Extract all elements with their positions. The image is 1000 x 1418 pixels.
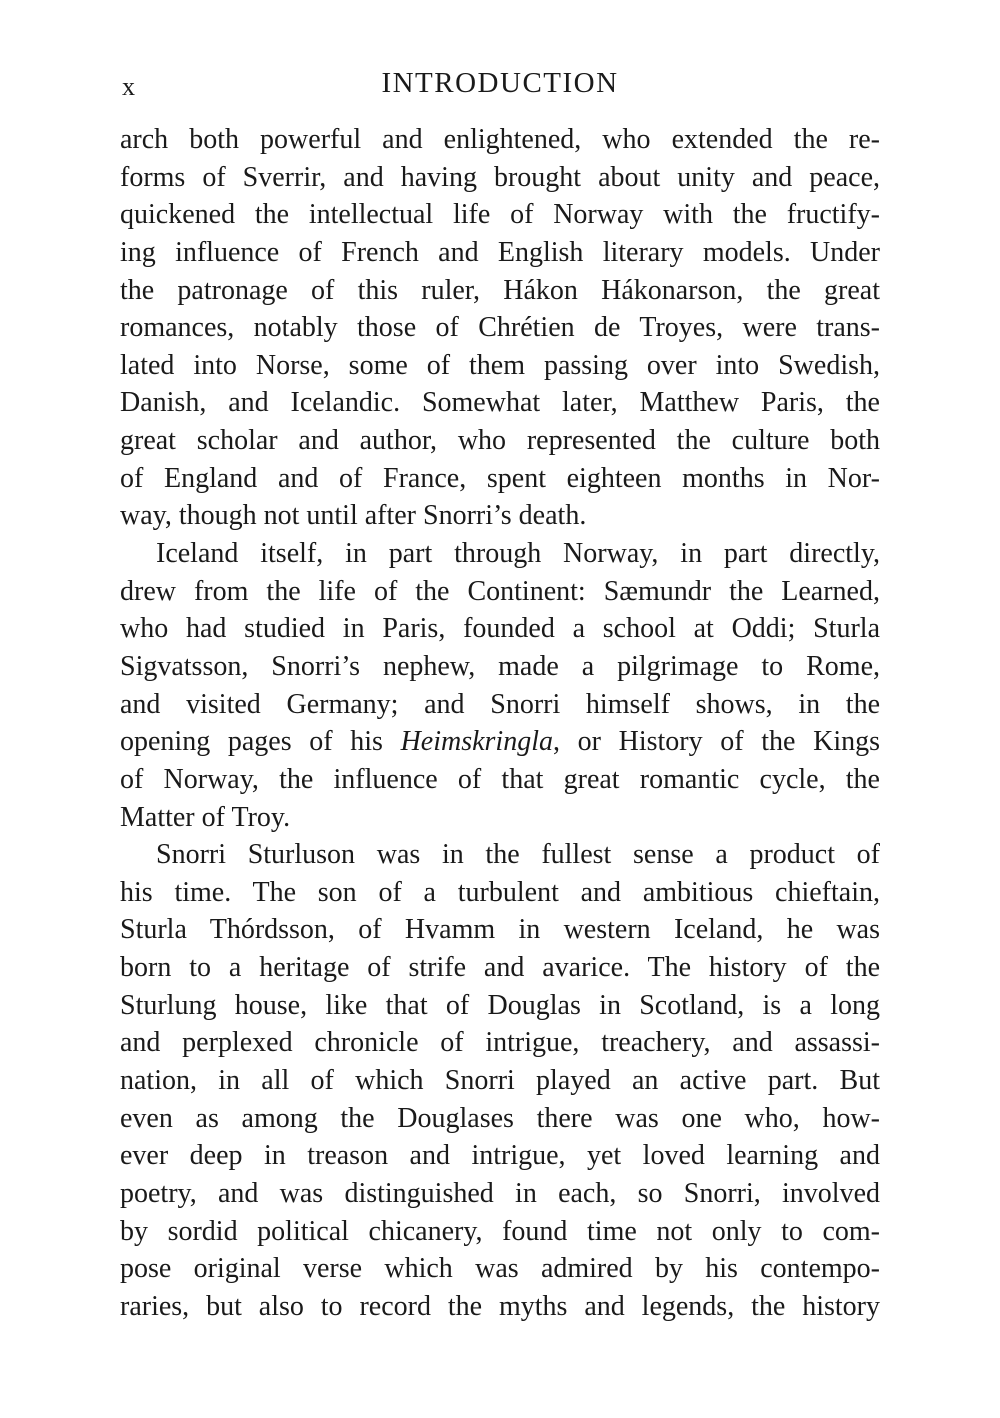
text-line: by sordid political chicanery, found time not only to com- [120,1215,880,1247]
page-number: x [122,72,135,101]
paragraph-end-line: way, though not until after Snorri’s death. [120,500,587,532]
text-line: poetry, and was distinguished in each, so Snorri, involved [120,1177,880,1209]
page-title: INTRODUCTION [381,67,619,99]
text-line: Sturlung house, like that of Douglas in Scotland, is a long [120,989,880,1021]
text-line: Sturla Thórdsson, of Hvamm in western Iceland, he was [120,914,880,946]
text-line: ing influence of French and English literary models. Under [120,236,880,268]
body-text [120,121,880,1326]
text-line: who had studied in Paris, founded a school at Oddi; Sturla [120,613,880,645]
text-line: of England and of France, spent eighteen months in Nor- [120,462,880,494]
text-line: pose original verse which was admired by his contempo- [120,1253,880,1285]
text-line: born to a heritage of strife and avarice. The history of the [120,952,880,984]
text-line: romances, notably those of Chrétien de Troyes, were trans- [120,312,880,344]
text-line: great scholar and author, who represented the culture both [120,425,880,457]
paragraph-end-line: Matter of Troy. [120,801,291,833]
text-line-with-title [120,723,880,761]
text-line: drew from the life of the Continent: Sæmundr the Learned, [120,575,880,607]
paragraph-start-line: Snorri Sturluson was in the fullest sense a product of [156,839,880,871]
text-line: Danish, and Icelandic. Somewhat later, Matthew Paris, the [120,387,880,419]
text-line: Sigvatsson, Snorri’s nephew, made a pilgrimage to Rome, [120,650,880,682]
text-fragment: , or History of the Kings [553,726,880,758]
text-line: raries, but also to record the myths and legends, the history [120,1290,880,1322]
text-line: forms of Sverrir, and having brought about unity and peace, [120,161,880,193]
text-line: and perplexed chronicle of intrigue, treachery, and assassi- [120,1027,880,1059]
book-title-heimskringla: Heimskringla [400,726,553,758]
text-line: quickened the intellectual life of Norway with the fructify- [120,199,880,231]
text-line: arch both powerful and enlightened, who extended the re- [120,124,880,155]
text-line: lated into Norse, some of them passing over into Swedish, [120,349,880,381]
text-line: and visited Germany; and Snorri himself shows, in the [120,688,880,720]
text-line: his time. The son of a turbulent and ambitious chieftain, [120,876,880,908]
running-head [120,62,880,102]
text-line: even as among the Douglases there was one who, how- [120,1102,880,1134]
text-line: of Norway, the influence of that great romantic cycle, the [120,763,880,795]
text-line: the patronage of this ruler, Hákon Hákonarson, the great [120,274,880,306]
text-fragment: opening pages of his [120,726,401,758]
text-line: nation, in all of which Snorri played an active part. But [120,1065,880,1097]
text-line: ever deep in treason and intrigue, yet loved learning and [120,1140,880,1172]
paragraph-start-line: Iceland itself, in part through Norway, in part directly, [156,538,880,570]
